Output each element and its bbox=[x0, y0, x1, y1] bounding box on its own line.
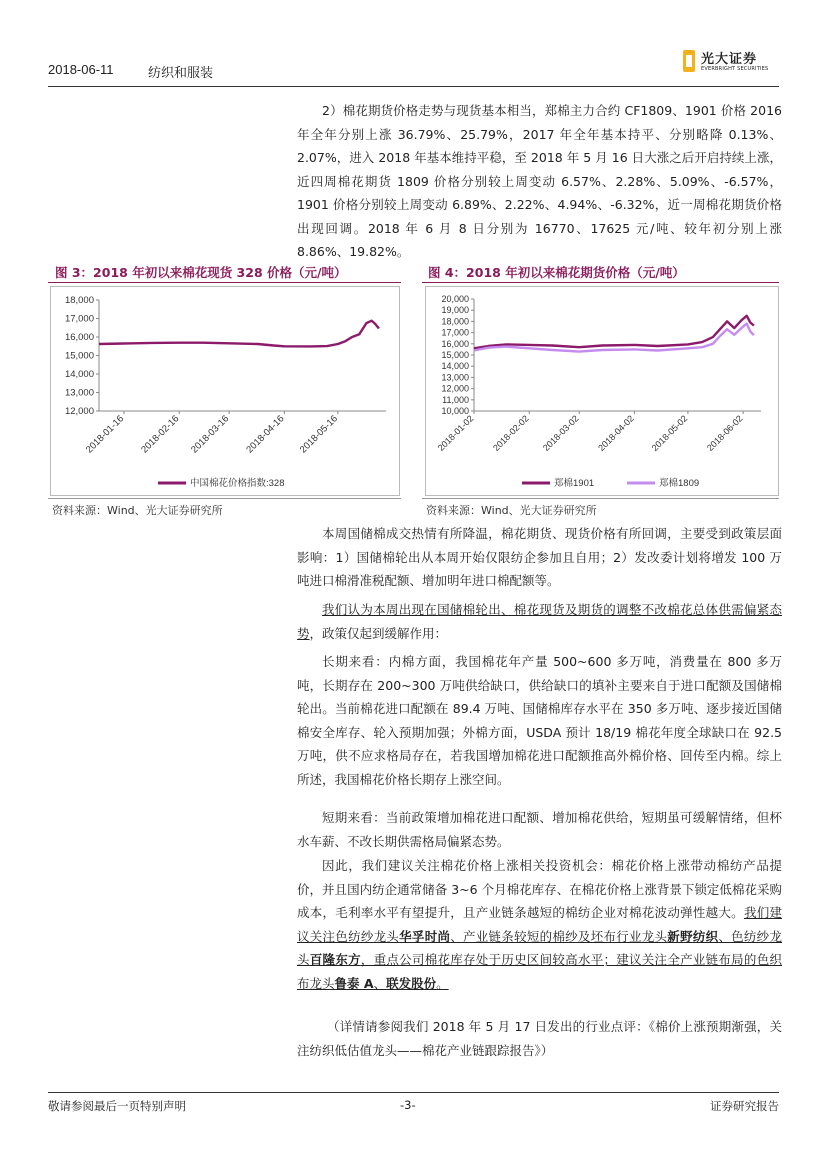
body-paragraph-view bbox=[297, 598, 782, 645]
y-tick-label: 15,000 bbox=[64, 350, 94, 362]
y-tick-label: 12,000 bbox=[441, 383, 469, 394]
intro-paragraph: 2）棉花期货价格走势与现货基本相当，郑棉主力合约 CF1809、1901 价格 2016 年全年分别上涨 36.79%、25.79%，2017 年全年基本持平、分别略降 0.13%、2.07%，进入 2018 年基本维持平稳，至 2018 年 5 月 16 日大涨之后开启持续上涨，近四周棉花期货 1809 价格分别较上周变动 6.57%、2.28%、5.09%、-6.57%，1901 价格分别较上周变动 6.89%、2.22%、4.94%、-6.32%，近一周棉花期货价格出现回调。2018 年 6 月 8 日分别为 16770、17625 元/吨、较年初分别上涨 8.86%、19.82%。 bbox=[297, 103, 782, 259]
key-view-underlined: 我们认为本周出现在国储棉轮出、棉花现货及期货的调整不改棉花总体供需偏紧态势 bbox=[297, 602, 782, 641]
y-tick-label: 13,000 bbox=[64, 387, 94, 399]
stock-lutai: 鲁泰 A bbox=[334, 975, 374, 991]
fig4-chart bbox=[426, 287, 778, 495]
y-tick-label: 18,000 bbox=[441, 316, 469, 327]
fig4-bottom-rule bbox=[422, 498, 779, 499]
fig4-source: 资料来源：Wind、光大证券研究所 bbox=[426, 504, 597, 517]
series-line-1 bbox=[99, 321, 379, 347]
body-paragraph-policy: 本周国储棉成交热情有所降温，棉花期货、现货价格有所回调，主要受到政策层面影响：1）国储棉轮出从本周开始仅限纺企参加且自用；2）发改委计划将增发 100 万吨进口棉滑准税配额、增加明年进口棉配额等。 bbox=[297, 526, 782, 588]
x-tick-label: 2018-01-02 bbox=[435, 413, 476, 453]
y-tick-label: 18,000 bbox=[64, 295, 94, 306]
recommend-ul-b: 、产业链条较短的棉纱及坯布行业龙头 bbox=[450, 928, 668, 944]
fig3-title-rule bbox=[48, 282, 401, 283]
page-number: -3- bbox=[400, 1098, 416, 1112]
logo-text-en: EVERBRIGHT SECURITIES bbox=[701, 66, 769, 72]
y-tick-label: 11,000 bbox=[442, 394, 469, 405]
recommend-ul-a: 我们建议关注色纺纱龙头 bbox=[297, 905, 782, 944]
y-tick-label: 17,000 bbox=[441, 327, 469, 338]
x-tick-label: 2018-02-02 bbox=[491, 413, 531, 453]
header-rule bbox=[48, 86, 779, 87]
legend-label: 郑棉1901 bbox=[554, 478, 595, 489]
y-tick-label: 20,000 bbox=[441, 294, 469, 304]
industry-label: 纺织和服装 bbox=[148, 66, 214, 81]
recommend-ul-e: 、 bbox=[373, 975, 387, 991]
fig3-bottom-rule bbox=[48, 498, 401, 499]
x-tick-label: 2018-03-02 bbox=[540, 413, 581, 453]
x-tick-label: 2018-05-16 bbox=[297, 413, 340, 456]
logo-mark-icon bbox=[683, 50, 695, 72]
x-tick-label: 2018-02-16 bbox=[139, 413, 182, 456]
x-tick-label: 2018-05-02 bbox=[649, 413, 690, 453]
x-tick-label: 2018-04-16 bbox=[244, 413, 287, 456]
fig3-title: 图 3：2018 年初以来棉花现货 328 价格（元/吨） bbox=[55, 265, 347, 280]
footer-disclaimer: 敬请参阅最后一页特别声明 bbox=[48, 1099, 186, 1113]
body-paragraph-longterm: 长期来看：内棉方面，我国棉花年产量 500~600 多万吨，消费量在 800 多万吨，长期存在 200~300 万吨供给缺口，供给缺口的填补主要来自于进口配额及国储棉轮出。当前棉花进口配额在 89.4 万吨、国储棉库存水平在 350 多万吨、逐步接近国储棉安全库存、轮入预期加强；外棉方面，USDA 预计 18/19 棉花年度全球缺口在 92.5 万吨，供不应求格局存在，若我国增加棉花进口配额推高外棉价格、回传至内棉。综上所述，我国棉花价格长期存上涨空间。 bbox=[297, 654, 782, 787]
y-tick-label: 12,000 bbox=[64, 406, 94, 417]
y-tick-label: 16,000 bbox=[64, 332, 94, 343]
y-tick-label: 19,000 bbox=[441, 305, 469, 316]
y-tick-label: 14,000 bbox=[64, 369, 94, 380]
page-header bbox=[48, 52, 779, 86]
y-tick-label: 10,000 bbox=[441, 406, 469, 416]
recommend-ul-d: ，重点公司棉花库存处于历史区间较高水平；建议关注全产业链布局的色织布龙头 bbox=[297, 952, 782, 991]
recommend-ul-c: 、色纺纱龙头 bbox=[297, 928, 782, 967]
stock-bailong: 百隆东方 bbox=[309, 952, 361, 967]
x-tick-label: 2018-04-02 bbox=[596, 413, 636, 453]
report-date: 2018-06-11 bbox=[48, 62, 114, 77]
y-tick-label: 16,000 bbox=[441, 338, 469, 349]
fig4-title-rule bbox=[422, 282, 779, 283]
y-tick-label: 17,000 bbox=[64, 313, 94, 325]
key-view-tail: ，政策仅起到缓解作用： bbox=[309, 625, 448, 641]
recommend-text: 因此，我们建议关注棉花价格上涨相关投资机会：棉花价格上涨带动棉纺产品提价，并且国内纺企通常储备 3~6 个月棉花库存、在棉花价格上涨背景下锁定低棉花采购成本，毛利率水平有望提升，且产业链条越短的棉纺企业对棉花波动弹性越大。 bbox=[297, 858, 782, 920]
body-paragraph-reference: （详情请参阅我们 2018 年 5 月 17 日发出的行业点评：《棉价上涨预期渐强，关注纺织低估值龙头——棉花产业链跟踪报告》） bbox=[297, 1019, 782, 1058]
footer-rule bbox=[48, 1092, 779, 1093]
y-tick-label: 13,000 bbox=[441, 372, 469, 383]
body-paragraph-shortterm: 短期来看：当前政策增加棉花进口配额、增加棉花供给，短期虽可缓解情绪，但杯水车薪、不改长期供需格局偏紧态势。 bbox=[297, 810, 782, 849]
fig3-chart bbox=[51, 287, 399, 495]
x-tick-label: 2018-03-16 bbox=[189, 413, 232, 456]
x-tick-label: 2018-06-02 bbox=[704, 413, 745, 453]
legend-label: 郑棉1809 bbox=[659, 478, 700, 489]
logo-text-cn: 光大证券 bbox=[701, 52, 758, 67]
footer-report-type: 证券研究报告 bbox=[710, 1099, 779, 1113]
fig3-source: 资料来源：Wind、光大证券研究所 bbox=[52, 504, 223, 517]
y-tick-label: 14,000 bbox=[441, 361, 469, 372]
fig4-chart-frame bbox=[425, 286, 779, 496]
fig3-chart-frame bbox=[50, 286, 400, 496]
stock-huafu: 华孚时尚 bbox=[399, 928, 451, 944]
recommend-ul-f: 。 bbox=[436, 975, 449, 991]
stock-lianfa: 联发股份 bbox=[386, 975, 437, 991]
body-paragraph-recommendation bbox=[297, 854, 782, 995]
company-logo bbox=[679, 48, 779, 80]
fig4-title: 图 4：2018 年初以来棉花期货价格（元/吨） bbox=[428, 265, 685, 280]
stock-xinye: 新野纺织 bbox=[667, 928, 719, 944]
x-tick-label: 2018-01-16 bbox=[83, 413, 127, 456]
legend-label: 中国棉花价格指数:328 bbox=[190, 478, 285, 489]
y-tick-label: 15,000 bbox=[441, 350, 469, 360]
